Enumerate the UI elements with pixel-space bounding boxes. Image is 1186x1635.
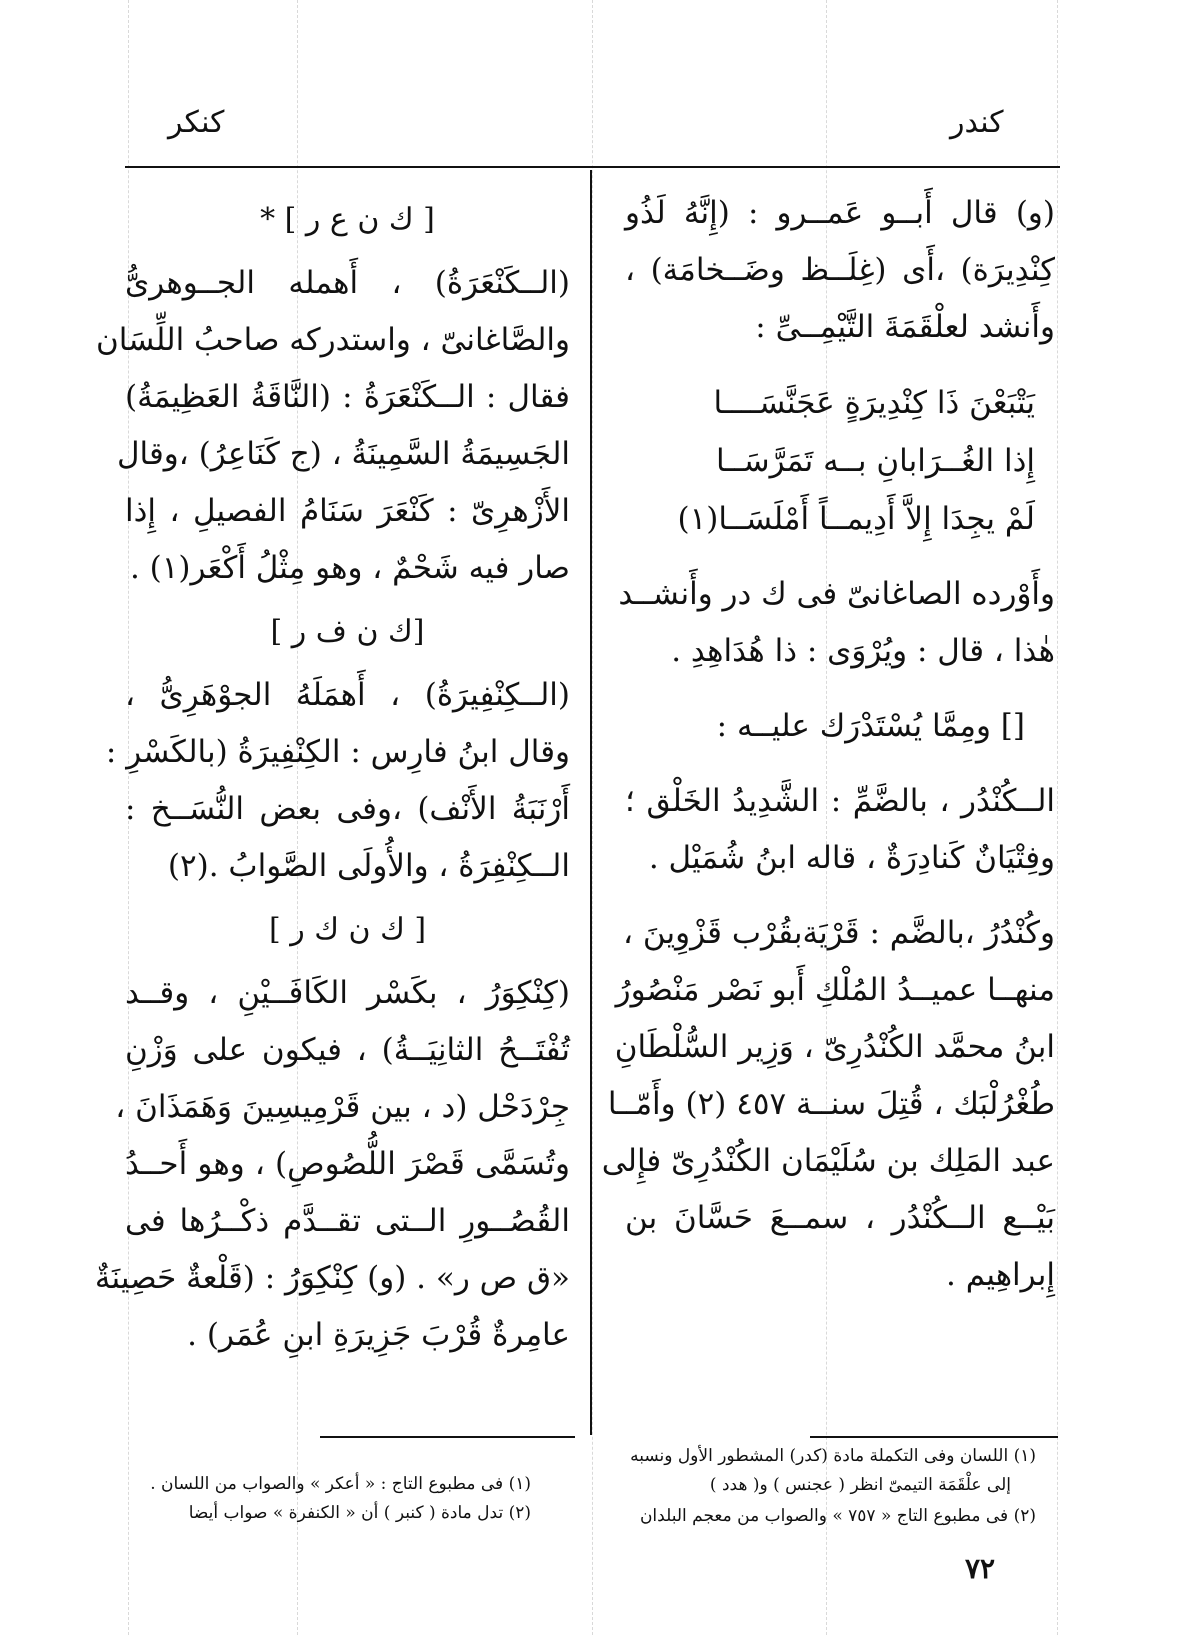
text-line: ابنُ محمَّد الكُنْدُرِىّ ، وَزِير السُّلْطَانِ (614, 1029, 1055, 1065)
text-line: وأَنشد لعلْقَمَةَ التَّيْمِــىِّ : (755, 309, 1055, 345)
text-line: وقال ابنُ فارِس : الكِنْفِيرَةُ (بالكَسْرِ : (105, 734, 570, 770)
text-line: وفِتْيَانٌ كَنادِرَةٌ ، قاله ابنُ شُمَيْل . (648, 840, 1055, 876)
text-line: إِبراهِيم . (946, 1257, 1055, 1293)
footnote-rule (810, 1436, 1058, 1438)
verse-line: إِذا الغُــرَابانِ بــه تَمَرَّسَــا (716, 443, 1035, 479)
text-line: هٰذا ، قال : ويُرْوَى : ذا هُدَاهِدِ . (671, 633, 1055, 669)
verse-line: يَتْبَعْنَ ذَا كِنْدِيرَةٍ عَجَنَّسَــــا (713, 385, 1035, 421)
footnote: إلى علْقَمَة التيمىّ انظر ( عجنس ) و( هدد ) (709, 1475, 1011, 1495)
text-line: الأَزْهرِىّ : كَنْعَرَ سَنَامُ الفصيلِ ، إِذا (125, 493, 570, 529)
text-line: (الــكَنْعَرَةُ) ، أَهمله الجــوهرىُّ (125, 265, 570, 301)
text-line: (و) قال أَبــو عَمــرو : (إِنَّهُ لَذُو (625, 195, 1055, 231)
footnote: (١) اللسان وفى التكملة مادة (كدر) المشطور الأول ونسبه (630, 1446, 1036, 1466)
text-line: القُصُــورِ الــتى تقــدَّم ذكْــرُها فى (125, 1203, 570, 1239)
text-line: الــكُنْدُر ، بالضَّمِّ : الشَّدِيدُ الخَلْق ؛ (625, 783, 1055, 819)
text-line: طُغْرُلْبَك ، قُتِلَ سنــة ٤٥٧ (٢) وأَمّــا (607, 1086, 1055, 1122)
footnote: (١) فى مطبوع التاج : « أعكر » والصواب من اللسان . (150, 1474, 531, 1494)
text-line: بَيْــع الــكُنْدُر ، سمــعَ حَسَّانَ بن (625, 1200, 1055, 1236)
right-column (601, 185, 1055, 1304)
text-line: منهــا عميــدُ المُلْكِ أَبو نَصْر مَنْصُورُ (615, 972, 1055, 1008)
text-line: عامِرةٌ قُرْبَ جَزِيرَةِ ابنِ عُمَر) . (187, 1317, 570, 1353)
text-line: فقال : الــكَنْعَرَةُ : (النَّاقَةُ العَظِيمَةُ) (125, 379, 570, 415)
running-header-right: كندر (950, 105, 1004, 140)
entry-heading: [ك ن ف ر ] (270, 614, 425, 649)
entry-heading: [ ك ن ع ر ] * (260, 202, 435, 237)
text-line: والصَّاغانىّ ، واستدركه صاحبُ اللِّسَان (96, 322, 570, 358)
scan-dotted-guide (592, 0, 593, 1635)
text-line: وأَوْرده الصاغانىّ فى ك در وأَنشــد (618, 576, 1055, 612)
footnote: (٢) فى مطبوع التاج « ٧٥٧ » والصواب من معجم البلدان (639, 1506, 1036, 1526)
text-line: الجَسِيمَةُ السَّمِينَةُ ، (ج كَنَاعِرُ) ،وقال (117, 436, 570, 472)
footnote: (٢) تدل مادة ( كنبر ) أن « الكنفرة » صواب أيضا (188, 1503, 531, 1523)
entry-heading: [ ك ن ك ر ] (268, 912, 427, 947)
text-line: عبد المَلِك بن سُلَيْمَان الكُنْدُرِىّ فإِلى (601, 1143, 1055, 1179)
verse-line: لَمْ يجِدَا إِلاَّ أَدِيمــاً أَمْلَسَــا(١) (677, 501, 1035, 537)
left-column (94, 185, 570, 1364)
header-rule (125, 166, 1060, 168)
text-line: كِنْدِيرَة) ،أَى (غِلَــظ وضَــخامَة) ، (625, 252, 1055, 288)
text-line: أَرْنَبَةُ الأَنْف) ،وفى بعض النُّسَــخ : (125, 791, 570, 827)
text-line: صار فيه شَحْمٌ ، وهو مِثْلُ أَكْعَر(١) . (129, 550, 570, 586)
column-divider (590, 170, 592, 1435)
text-line: (الــكِنْفِيرَةُ) ، أَهمَلَهُ الجوْهَرِىُّ ، (125, 677, 570, 713)
text-line: وتُسَمَّى قَصْرَ اللُّصُوصِ) ، وهو أَحــدُ (125, 1146, 570, 1182)
running-header-left: كنكر (168, 105, 225, 140)
text-line: الــكِنْفِرَةُ ، والأُولَى الصَّوابُ .(٢) (167, 848, 570, 884)
text-line: جِرْدَحْل (د ، بين قَرْمِيسِينَ وَهَمَذَانَ ، (115, 1089, 570, 1125)
text-line: «ق ص ر» . (و) كِنْكِوَرُ : (قَلْعةٌ حَصِينَةٌ (94, 1260, 570, 1296)
page-number: ٧٢ (965, 1552, 996, 1585)
mustadrak-heading: [] ومِمَّا يُسْتَدْرَك عليــه : (716, 708, 1025, 744)
text-line: (كِنْكِوَرُ ، بكَسْر الكَافَــيْنِ ، وقــد (125, 975, 570, 1011)
footnote-rule (320, 1436, 575, 1438)
text-line: تُفْتَــحُ الثانِيَــةُ) ، فيكون على وَزْنِ (125, 1032, 570, 1068)
text-line: وكُنْدُرُ ،بالضَّم : قَرْيَةبقُرْب قَزْوِينَ ، (623, 915, 1055, 951)
scan-dotted-guide (1057, 0, 1058, 1635)
